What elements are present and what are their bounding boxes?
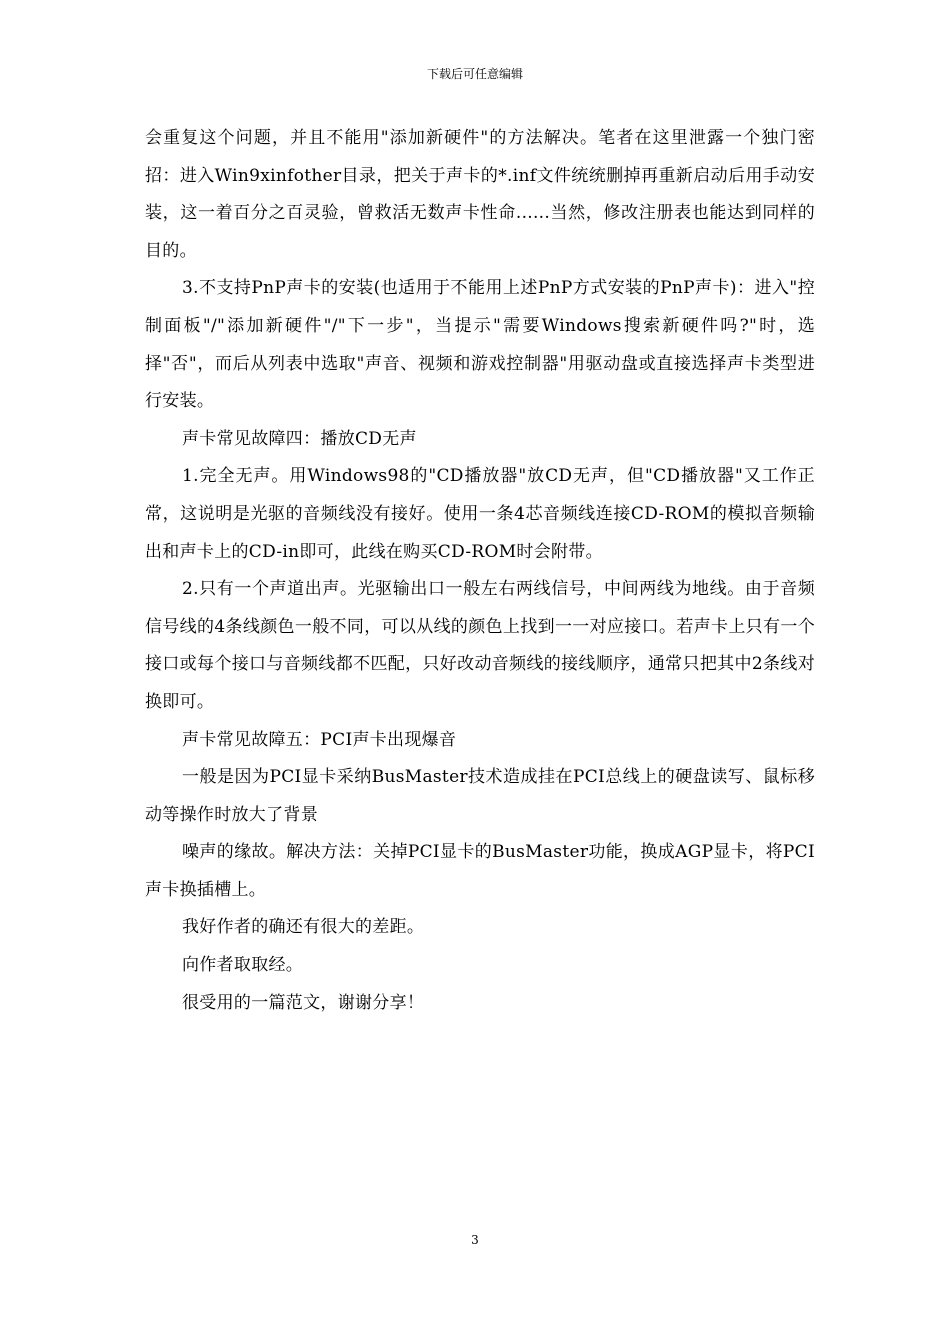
section-heading-fault-5: 声卡常见故障五：PCI声卡出现爆音 <box>182 729 457 750</box>
paragraph-1: 会重复这个问题，并且不能用"添加新硬件"的方法解决。笔者在这里泄露一个独门密招：进入Win9xinfother目录，把关于声卡的*.inf文件统统删掉再重新启动后用手动安装，这一着百分之百灵验，曾救活无数声卡性命......当然，修改注册表也能达到同样的目的。 <box>145 128 815 261</box>
paragraph-3: 1.完全无声。用Windows98的"CD播放器"放CD无声，但"CD播放器"又工作正常，这说明是光驱的音频线没有接好。使用一条4芯音频线连接CD-ROM的模拟音频输出和声卡上的CD-in即可，此线在购买CD-ROM时会附带。 <box>145 466 815 562</box>
paragraph-5: 一般是因为PCI显卡采纳BusMaster技术造成挂在PCI总线上的硬盘读写、鼠标移动等操作时放大了背景 <box>145 767 815 825</box>
page-header: 下载后可任意编辑 <box>426 67 523 81</box>
section-heading-fault-4: 声卡常见故障四：播放CD无声 <box>182 428 417 449</box>
paragraph-6: 噪声的缘故。解决方法：关掉PCI显卡的BusMaster功能，换成AGP显卡，将PCI声卡换插槽上。 <box>145 842 815 900</box>
comment-1: 我好作者的确还有很大的差距。 <box>182 917 425 938</box>
comment-2: 向作者取取经。 <box>182 955 304 976</box>
paragraph-2: 3.不支持PnP声卡的安装(也适用于不能用上述PnP方式安装的PnP声卡)：进入"控制面板"/"添加新硬件"/"下一步"，当提示"需要Windows搜索新硬件吗?"时，选择"否"，而后从列表中选取"声音、视频和游戏控制器"用驱动盘或直接选择声卡类型进行安装。 <box>145 278 815 412</box>
document-body <box>145 120 815 1022</box>
comment-3: 很受用的一篇范文，谢谢分享！ <box>182 992 425 1013</box>
paragraph-4: 2.只有一个声道出声。光驱输出口一般左右两线信号，中间两线为地线。由于音频信号线的4条线颜色一般不同，可以从线的颜色上找到一一对应接口。若声卡上只有一个接口或每个接口与音频线都不匹配，只好改动音频线的接线顺序，通常只把其中2条线对换即可。 <box>145 579 815 712</box>
page-number: 3 <box>471 1233 479 1247</box>
